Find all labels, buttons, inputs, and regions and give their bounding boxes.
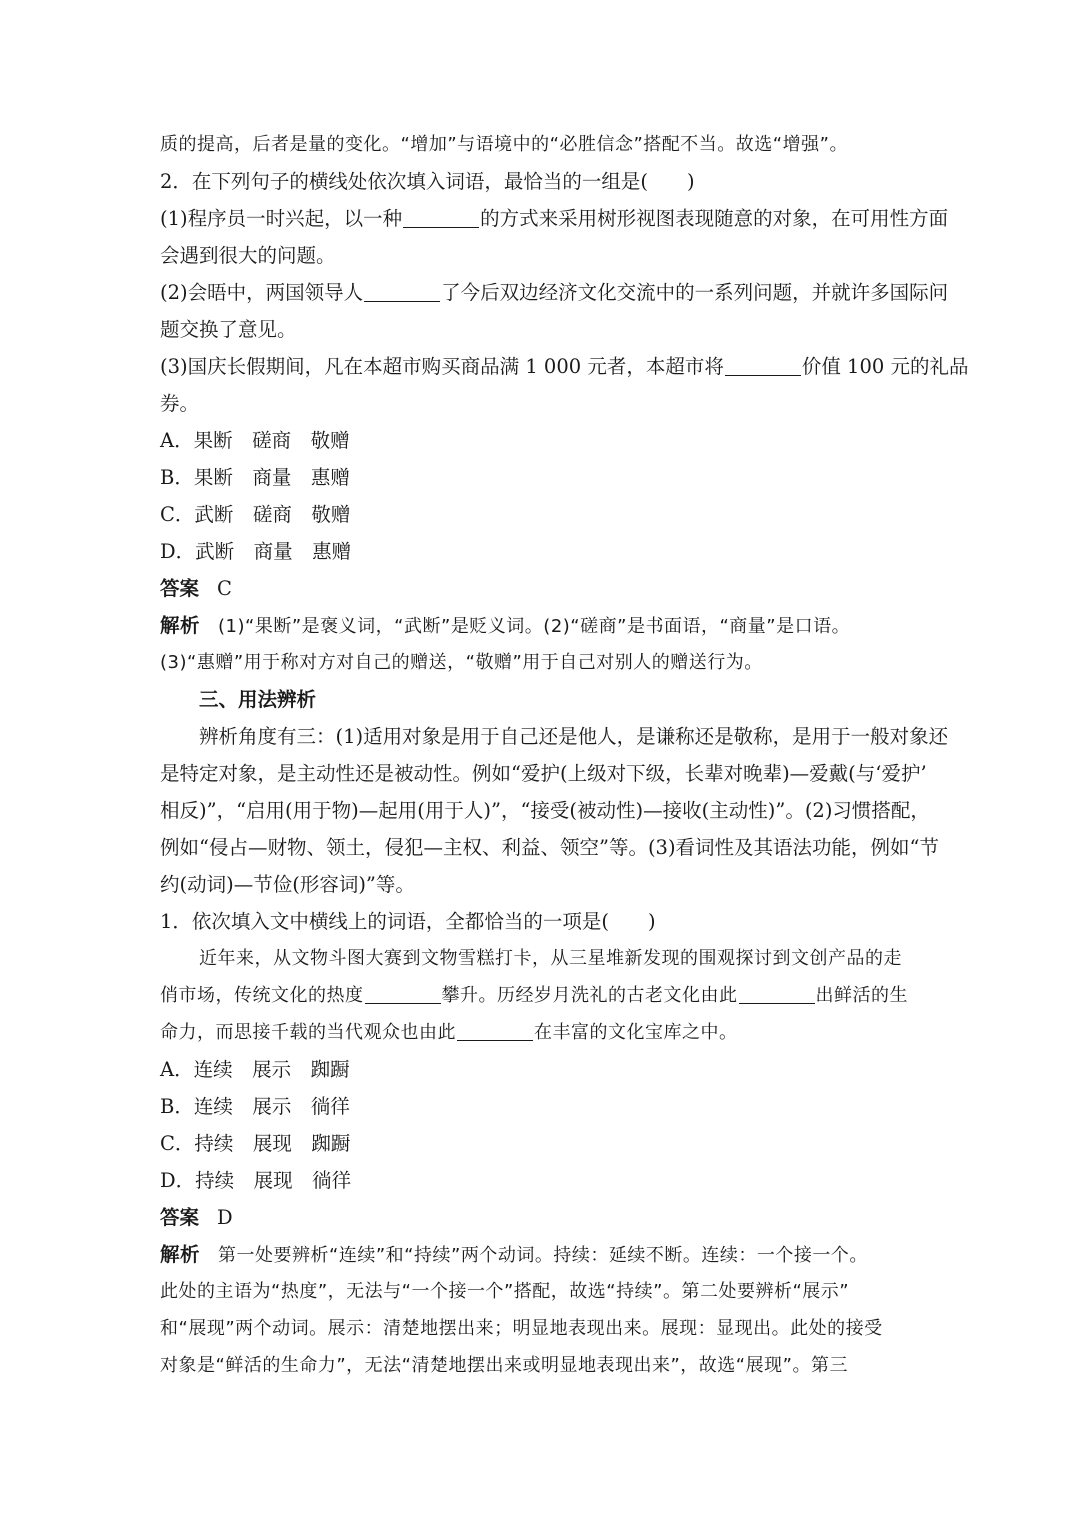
text-fragment: 出鲜活的生 (815, 985, 908, 1006)
text-line: 题交换了意见。 (160, 318, 297, 341)
option-d: D．武断 商量 惠赠 (160, 540, 352, 563)
answer-value: C (217, 577, 232, 600)
section-heading: 三、用法辨析 (199, 688, 317, 711)
passage-line (160, 977, 922, 1014)
text-fragment: (3)国庆长假期间，凡在本超市购买商品满 1 000 元者，本超市将 (160, 355, 724, 378)
option-a: A．果断 磋商 敬赠 (160, 429, 350, 452)
analysis-label: 解析 (160, 614, 201, 637)
text-line: 券。 (160, 392, 200, 415)
passage-line: 近年来，从文物斗图大赛到文物雪糕打卡，从三星堆新发现的围观探讨到文创产品的走 (199, 948, 902, 969)
text-fragment: (2)会晤中，两国领导人 (160, 281, 364, 304)
question-2-sentence-1 (160, 200, 949, 237)
text-fragment: 在丰富的文化宝库之中。 (534, 1022, 738, 1043)
paragraph-line: 是特定对象，是主动性还是被动性。例如“爱护(上级对下级，长辈对晚辈)—爱戴(与‘爱护’ (160, 762, 927, 785)
analysis-text: (1)“果断”是褒义词，“武断”是贬义词。(2)“磋商”是书面语，“商量”是口语。 (218, 616, 851, 637)
text-fragment: 攀升。历经岁月洗礼的古老文化由此 (441, 985, 738, 1006)
analysis-line: 对象是“鲜活的生命力”，无法“清楚地摆出来或明显地表现出来”，故选“展现”。第三 (160, 1355, 848, 1376)
answer-label: 答案 (160, 1206, 200, 1229)
paragraph-line: 例如“侵占—财物、领土，侵犯—主权、利益、领空”等。(3)看词性及其语法功能，例如“节 (160, 836, 940, 859)
paragraph-line: 辨析角度有三：(1)适用对象是用于自己还是他人，是谦称还是敬称，是用于一般对象还 (199, 725, 949, 748)
option-b: B．连续 展示 徜徉 (160, 1095, 350, 1118)
text-fragment: 命力，而思接千载的当代观众也由此 (160, 1022, 456, 1043)
analysis-line: (3)“惠赠”用于称对方对自己的赠送，“敬赠”用于自己对别人的赠送行为。 (160, 652, 763, 673)
paragraph-line: 约(动词)—节俭(形容词)”等。 (160, 873, 415, 896)
answer-label: 答案 (160, 577, 200, 600)
option-c: C．持续 展现 踟蹰 (160, 1132, 351, 1155)
analysis-label: 解析 (160, 1243, 201, 1266)
fill-blank (403, 205, 479, 228)
option-c: C．武断 磋商 敬赠 (160, 503, 351, 526)
question-2-sentence-3 (160, 348, 969, 385)
analysis-line: 此处的主语为“热度”，无法与“一个接一个”搭配，故选“持续”。第二处要辨析“展示” (160, 1281, 850, 1302)
fill-blank (365, 981, 441, 1004)
question-2-stem: 2．在下列句子的横线处依次填入词语，最恰当的一组是( ) (160, 170, 695, 193)
text-fragment: 俏市场，传统文化的热度 (160, 985, 364, 1006)
paragraph-line: 相反)”，“启用(用于物)—起用(用于人)”，“接受(被动性)—接收(主动性)”。(2)习惯搭配， (160, 799, 930, 822)
text-fragment: 价值 100 元的礼品 (801, 355, 969, 378)
fill-blank (364, 279, 440, 302)
document-page (160, 126, 969, 1384)
analysis-line (160, 1236, 922, 1273)
text-fragment: 了今后双边经济文化交流中的一系列问题，并就许多国际问 (441, 281, 949, 304)
answer-value: D (217, 1206, 233, 1229)
fill-blank (457, 1018, 533, 1041)
answer-line (160, 570, 922, 607)
text-line: 质的提高，后者是量的变化。“增加”与语境中的“必胜信念”搭配不当。故选“增强”。 (160, 134, 848, 155)
analysis-line: 和“展现”两个动词。展示：清楚地摆出来；明显地表现出来。展现：显现出。此处的接受 (160, 1318, 883, 1339)
fill-blank (739, 981, 815, 1004)
question-1-stem: 1．依次填入文中横线上的词语，全都恰当的一项是( ) (160, 910, 656, 933)
analysis-text: 第一处要辨析“连续”和“持续”两个动词。持续：延续不断。连续：一个接一个。 (218, 1245, 868, 1266)
analysis-line (160, 607, 922, 644)
text-fragment: (1)程序员一时兴起，以一种 (160, 207, 403, 230)
fill-blank (725, 353, 801, 376)
option-a: A．连续 展示 踟蹰 (160, 1058, 350, 1081)
question-2-sentence-2 (160, 274, 949, 311)
option-d: D．持续 展现 徜徉 (160, 1169, 352, 1192)
answer-line (160, 1199, 922, 1236)
text-fragment: 的方式来采用树形视图表现随意的对象，在可用性方面 (480, 207, 949, 230)
text-line: 会遇到很大的问题。 (160, 244, 336, 267)
option-b: B．果断 商量 惠赠 (160, 466, 350, 489)
passage-line (160, 1014, 922, 1051)
